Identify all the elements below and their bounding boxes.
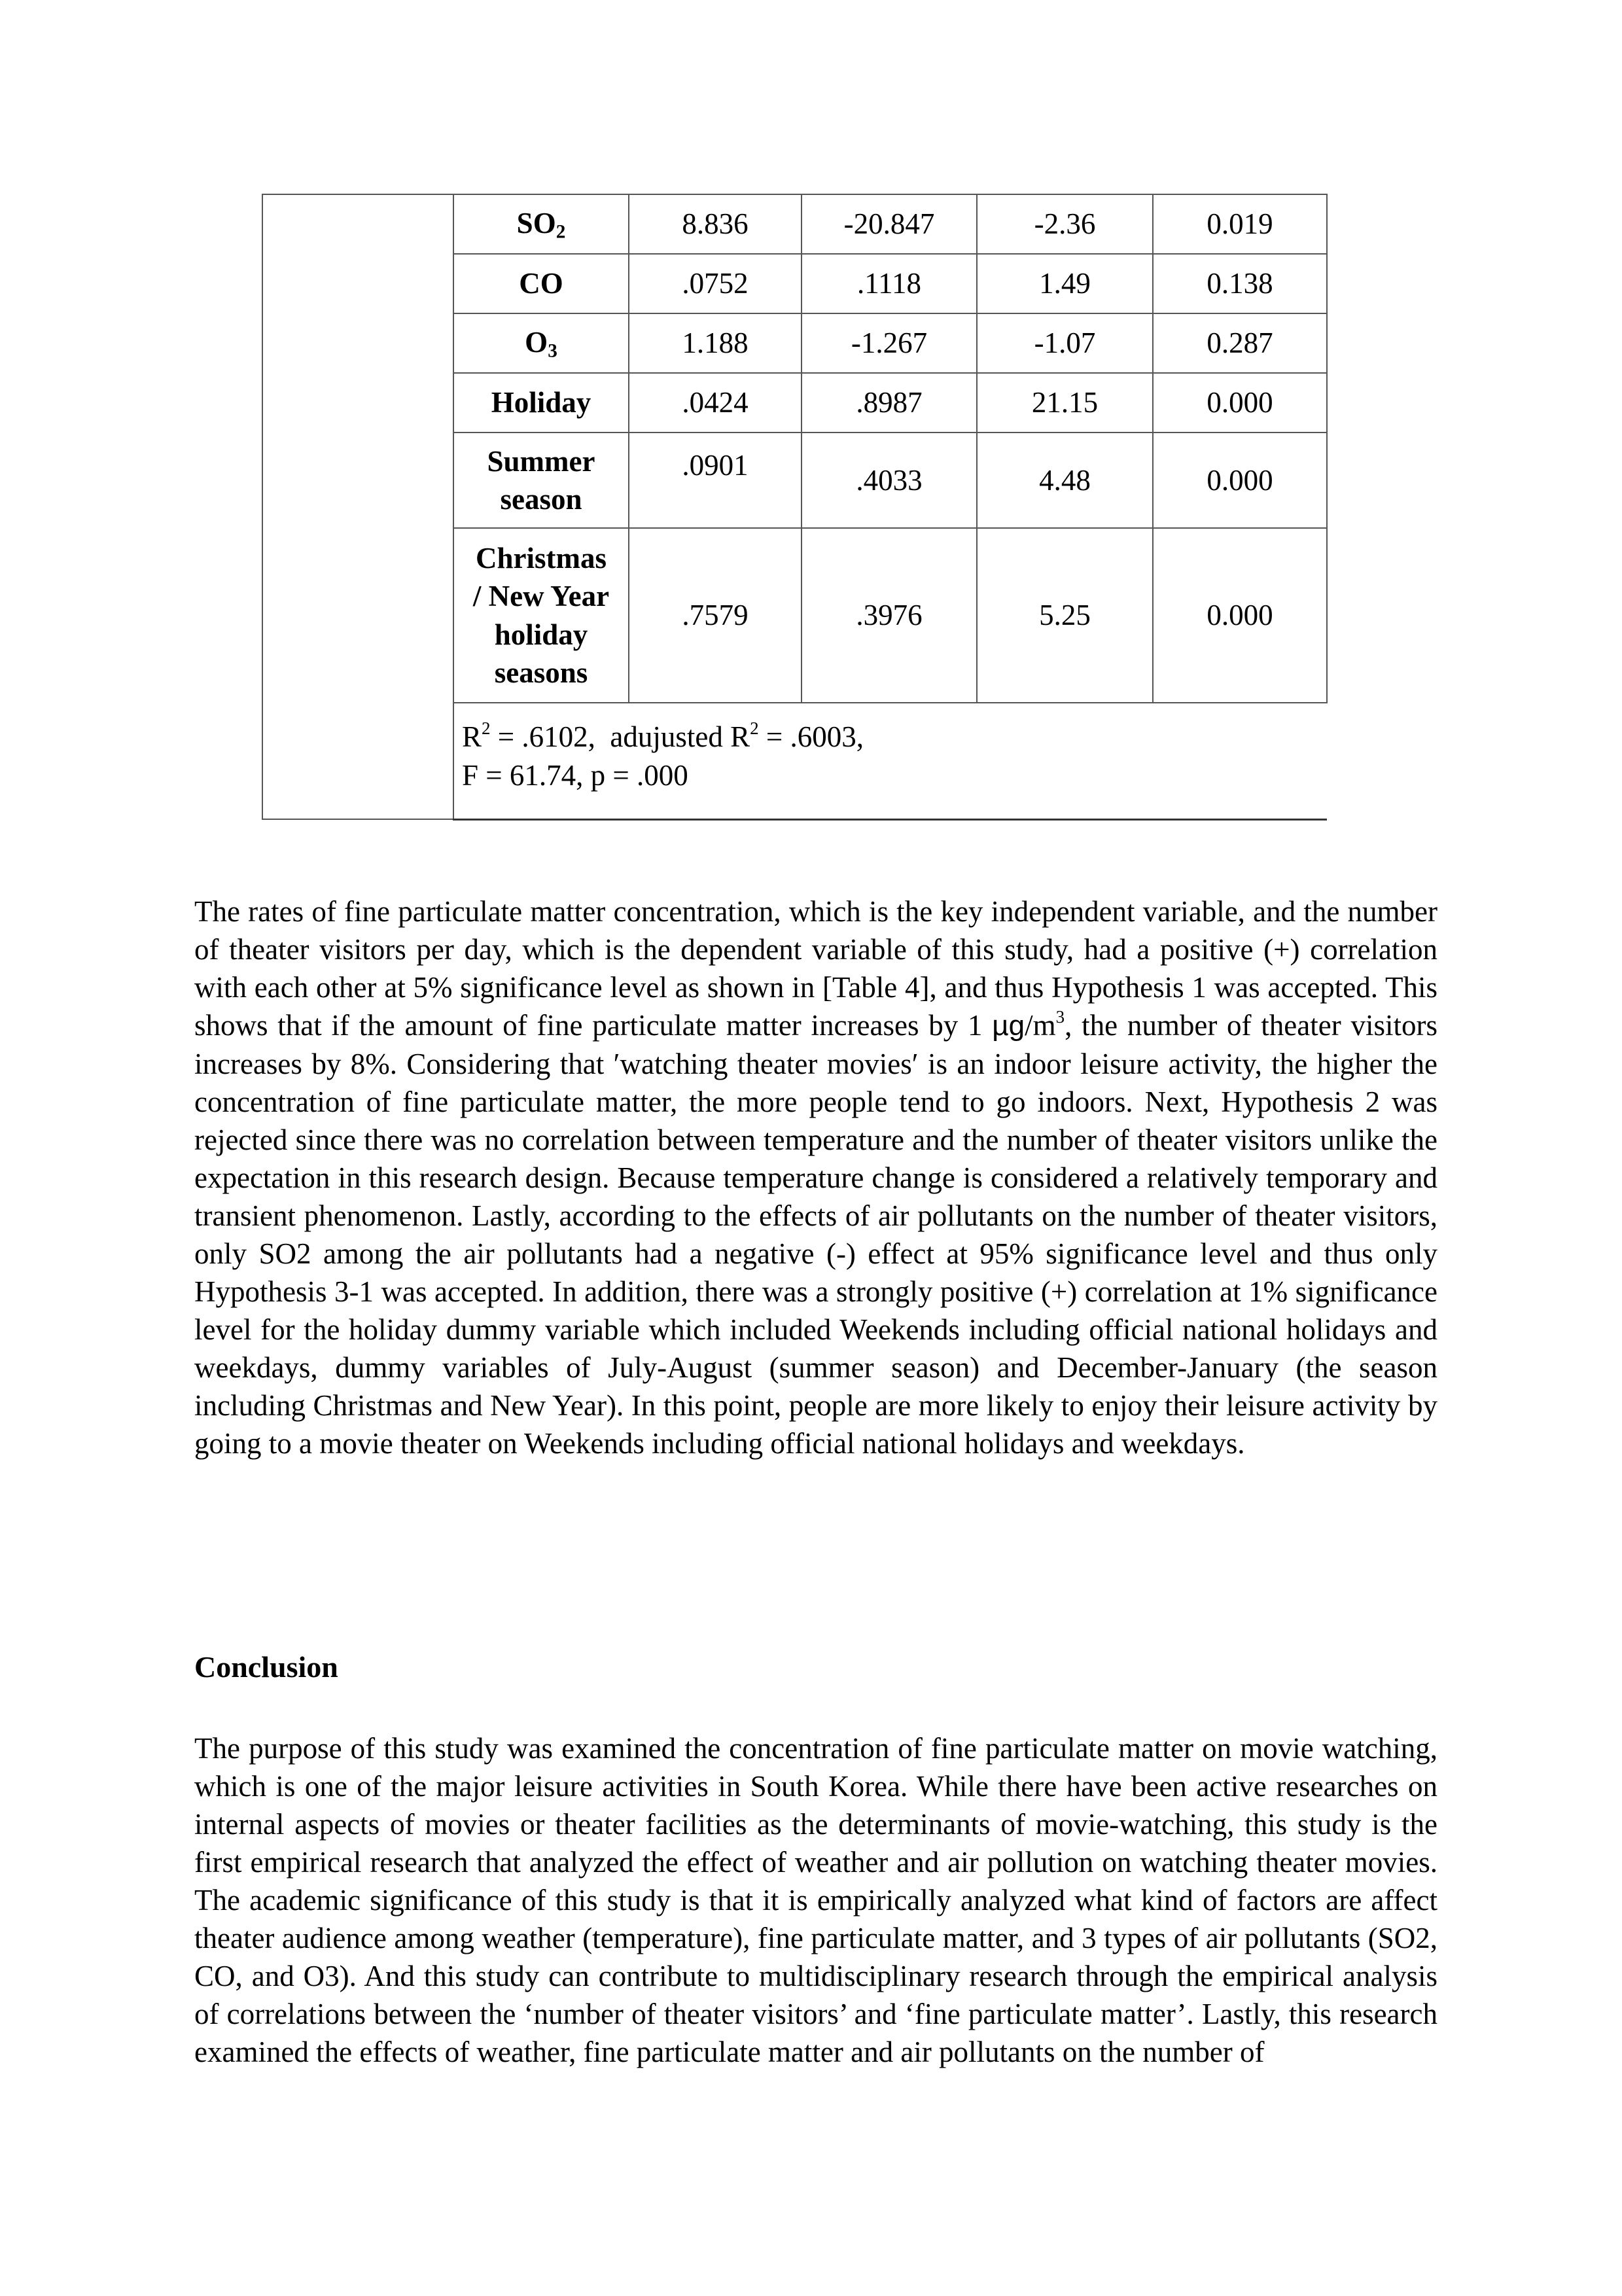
beta-cell: .4033 [802,433,977,528]
model-fit-statistics [453,703,1327,819]
variable-cell: CO [453,254,629,313]
variable-cell: $O_3$ [453,313,629,373]
conclusion-paragraph: The purpose of this study was examined the concentration of fine particulate matter on movie watching, which is one of the major leisure activities in South Korea. While there have been active researches on internal aspects of movies or theater facilities as the determinants of movie-watching, this study is the first empirical research that analyzed the effect of weather and air pollution on watching theater movies. The academic significance of this study is that it is empirically analyzed what kind of factors are affect theater audience among weather (temperature), fine particulate matter, and 3 types of air pollutants (SO2, CO, and O3). And this study can contribute to multidisciplinary research through the empirical analysis of correlations between the ‘number of theater visitors’ and ‘fine particulate matter’. Lastly, this research examined the effects of weather, fine particulate matter and air pollutants on the number of [194,1732,1437,2068]
variable-cell: Christmas / New Year holiday seasons [453,528,629,703]
t-cell: 1.49 [977,254,1153,313]
b-cell: .0901 [629,433,802,528]
beta-cell: .1118 [802,254,977,313]
b-cell: .7579 [629,528,802,703]
b-cell: 1.188 [629,313,802,373]
t-cell: -1.07 [977,313,1153,373]
regression-table [262,194,1328,821]
t-cell: 4.48 [977,433,1153,528]
p-cell: 0.287 [1153,313,1327,373]
t-cell: 21.15 [977,373,1153,433]
beta-cell: -1.267 [802,313,977,373]
p-cell: 0.019 [1153,194,1327,254]
variable-cell: $SO_2$ [453,194,629,254]
beta-cell: -20.847 [802,194,977,254]
r-squared-line: $R^2 = .6102$, adujusted $R^2 = .6003$, [462,718,864,753]
t-cell: -2.36 [977,194,1153,254]
p-cell: 0.000 [1153,528,1327,703]
f-statistic-line: F = 61.74, p = .000 [462,758,688,792]
variable-cell: Summer season [453,433,629,528]
beta-cell: .3976 [802,528,977,703]
p-cell: 0.138 [1153,254,1327,313]
t-cell: 5.25 [977,528,1153,703]
b-cell: .0752 [629,254,802,313]
b-cell: 8.836 [629,194,802,254]
b-cell: .0424 [629,373,802,433]
beta-cell: .8987 [802,373,977,433]
table-row [262,194,1327,254]
variable-cell: Holiday [453,373,629,433]
conclusion-heading: Conclusion [194,1650,338,1684]
results-paragraph: The rates of fine particulate matter concentration, which is the key independent variable, and the number of theater visitors per day, which is the dependent variable of this study, had a positive (+) correlation with each other at 5% significance level as shown in [Table 4], and thus Hypothesis 1 was accepted. This shows that if the amount of fine particulate matter increases by 1 $\mu g/m^3$, the number of theater visitors increases by 8%. Considering that ′watching theater movies′ is an indoor leisure activity, the higher the concentration of fine particulate matter, the more people tend to go indoors. Next, Hypothesis 2 was rejected since there was no correlation between temperature and the number of theater visitors unlike the expectation in this research design. Because temperature change is considered a relatively temporary and transient phenomenon. Lastly, according to the effects of air pollutants on the number of theater visitors, only SO2 among the air pollutants had a negative (-) effect at 95% significance level and thus only Hypothesis 3-1 was accepted. In addition, there was a strongly positive (+) correlation at 1% significance level for the holiday dummy variable which included Weekends including official national holidays and weekdays, dummy variables of July-August (summer season) and December-January (the season including Christmas and New Year). In this point, people are more likely to enjoy their leisure activity by going to a movie theater on Weekends including official national holidays and weekdays. [194,895,1437,1460]
p-cell: 0.000 [1153,433,1327,528]
empty-first-column [262,194,453,819]
p-cell: 0.000 [1153,373,1327,433]
